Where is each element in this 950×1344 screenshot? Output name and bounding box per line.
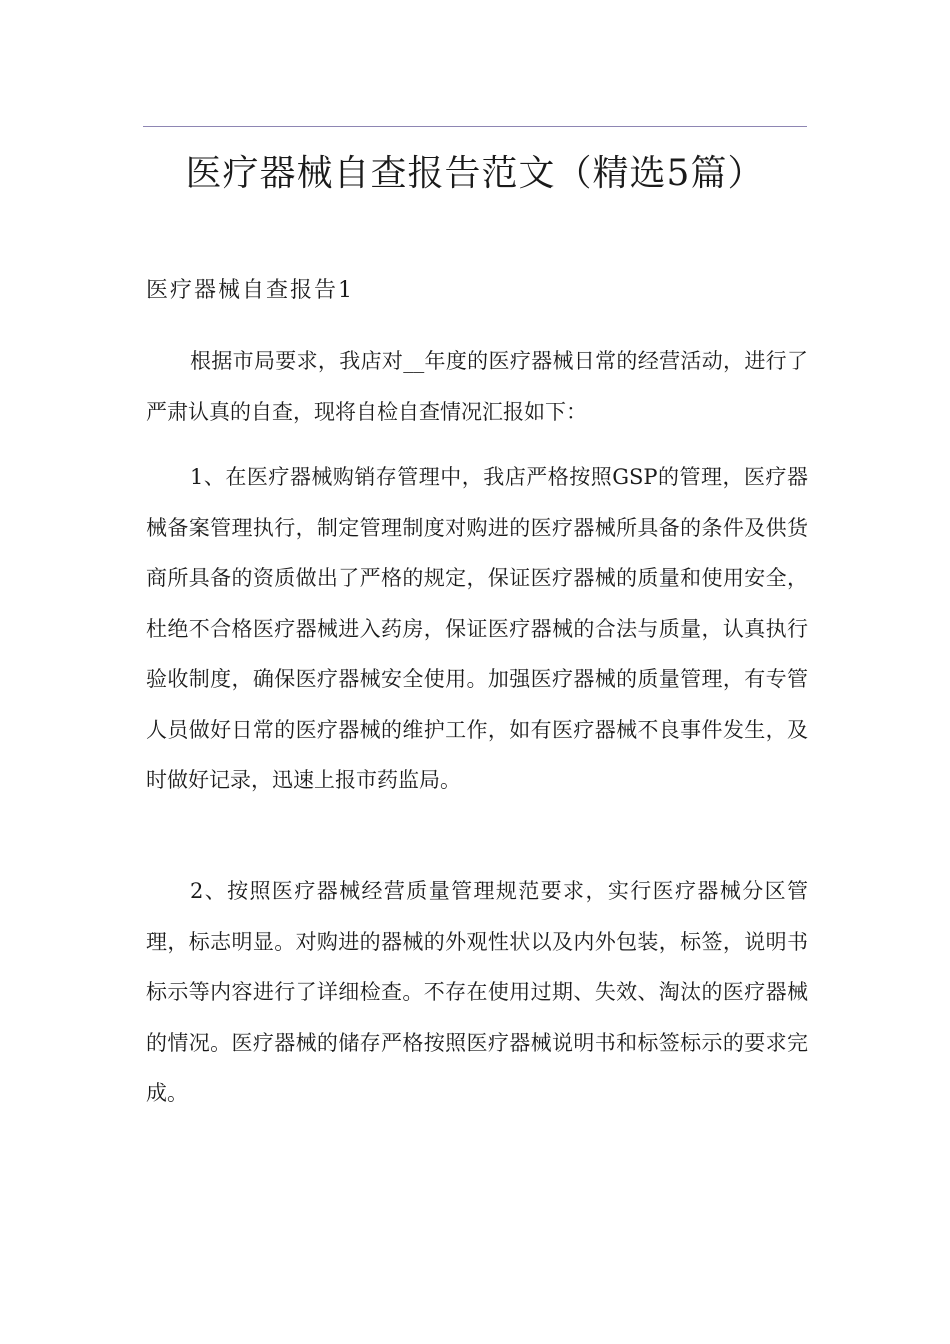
document-title: 医疗器械自查报告范文（精选5篇） [185, 153, 765, 194]
section-heading: 医疗器械自查报告1 [146, 278, 354, 303]
paragraph-intro: 根据市局要求，我店对__年度的医疗器械日常的经营活动，进行了严肃认真的自查，现将自检自查情况汇报如下： [146, 349, 808, 424]
title-divider-line [143, 126, 807, 127]
paragraph-item-2: 2、按照医疗器械经营质量管理规范要求，实行医疗器械分区管理，标志明显。对购进的器械的外观性状以及内外包装，标签，说明书标示等内容进行了详细检查。不存在使用过期、失效、淘汰的医疗器械的情况。医疗器械的储存严格按照医疗器械说明书和标签标示的要求完成。 [146, 879, 808, 1105]
paragraph-item-1: 1、在医疗器械购销存管理中，我店严格按照GSP的管理，医疗器械备案管理执行，制定管理制度对购进的医疗器械所具备的条件及供货商所具备的资质做出了严格的规定，保证医疗器械的质量和使用安全，杜绝不合格医疗器械进入药房，保证医疗器械的合法与质量，认真执行验收制度，确保医疗器械安全使用。加强医疗器械的质量管理，有专管人员做好日常的医疗器械的维护工作，如有医疗器械不良事件发生，及时做好记录，迅速上报市药监局。 [146, 465, 808, 792]
